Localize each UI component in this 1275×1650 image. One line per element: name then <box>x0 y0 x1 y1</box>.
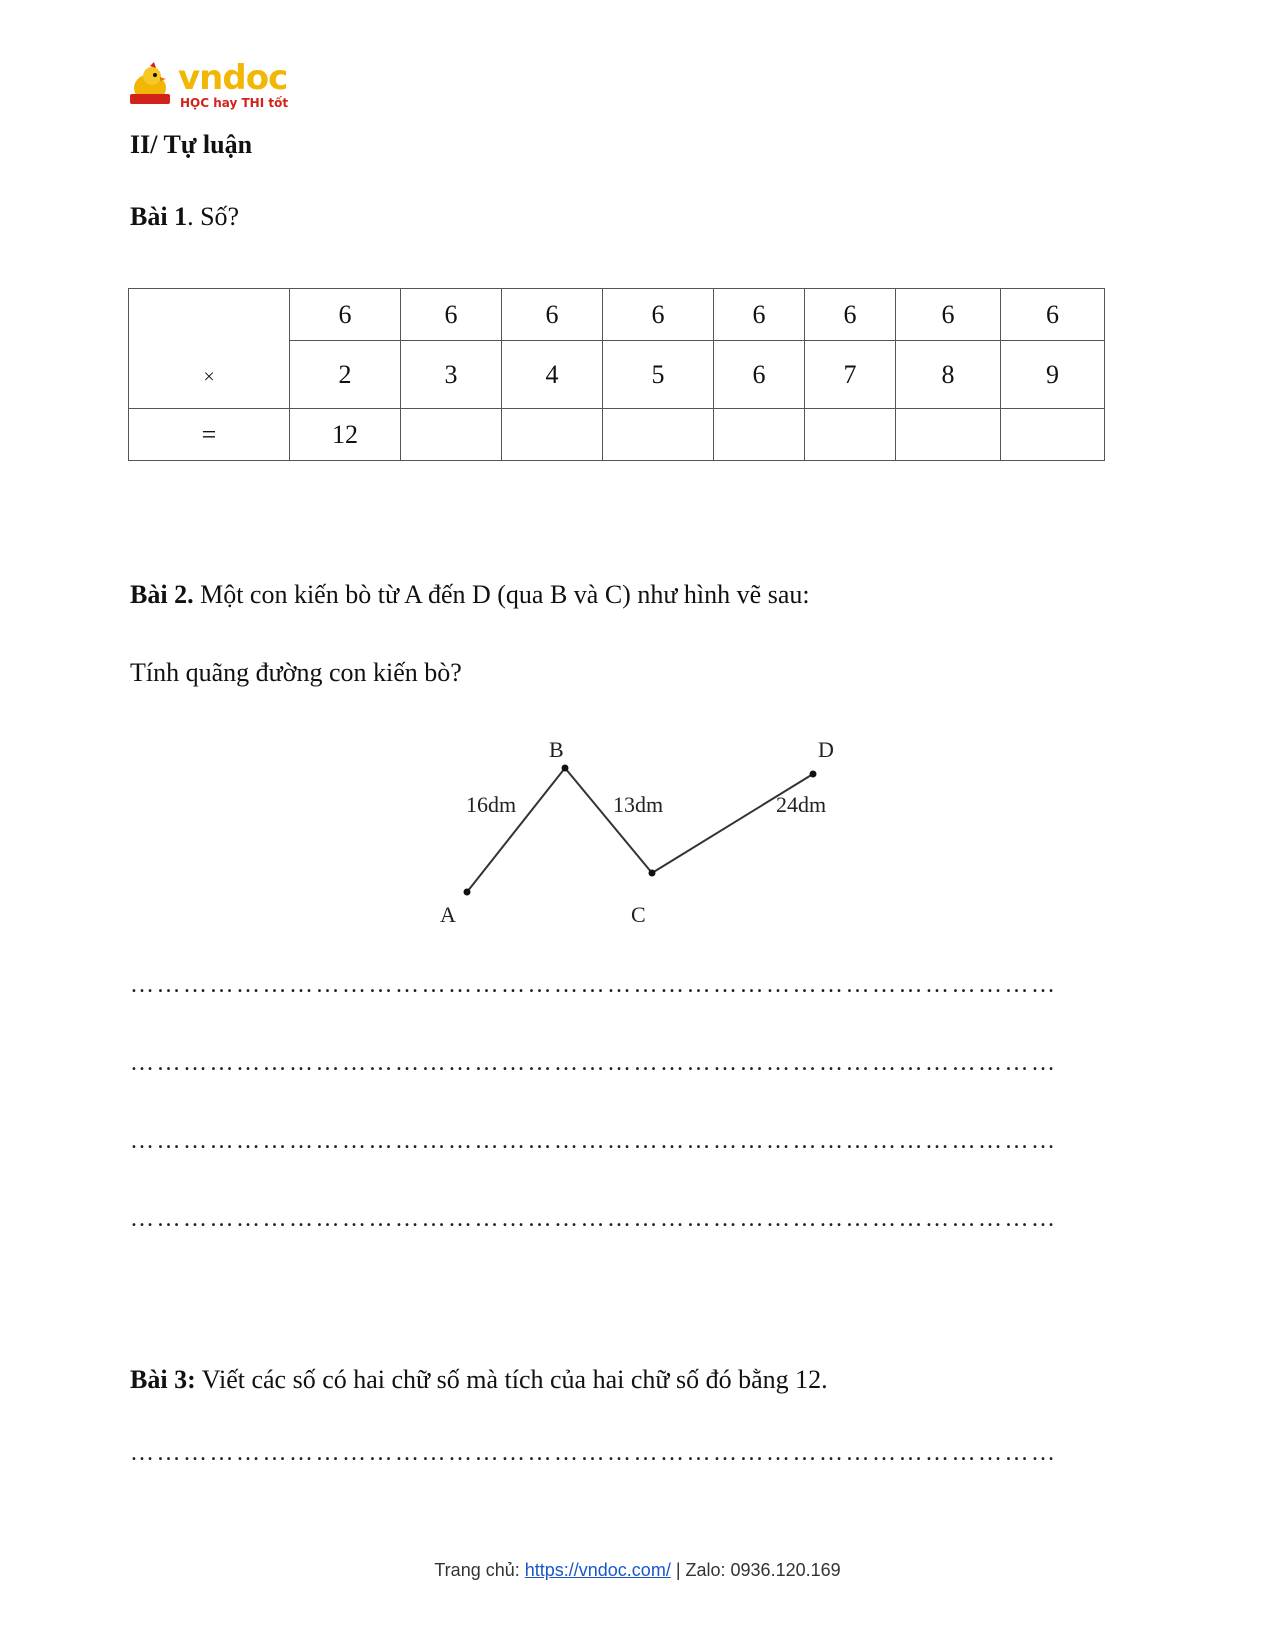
table-cell: 5 <box>603 341 714 409</box>
bai2-text: Một con kiến bò từ A đến D (qua B và C) như hình vẽ sau: <box>193 580 810 609</box>
table-cell: 6 <box>401 289 502 341</box>
segment-cd <box>652 774 813 873</box>
table-cell: 6 <box>714 341 805 409</box>
table-cell: 2 <box>290 341 401 409</box>
label-b: B <box>549 737 564 762</box>
label-c: C <box>631 902 646 927</box>
bai3-prompt <box>130 1365 828 1395</box>
answer-line: …………………………………………………………………………………………… <box>130 1206 1058 1232</box>
segment-bc <box>565 768 652 873</box>
bai2-question: Tính quãng đường con kiến bò? <box>130 658 462 687</box>
bai2-label: Bài 2. <box>130 580 194 609</box>
bai3-text: Viết các số có hai chữ số mà tích của hai chữ số đó bằng 12. <box>195 1365 828 1394</box>
answer-line: …………………………………………………………………………………………… <box>130 972 1058 998</box>
point-a <box>464 889 471 896</box>
table-cell: 6 <box>1001 289 1105 341</box>
logo-tagline: HỌC hay THI tốt <box>180 96 289 110</box>
point-c <box>649 870 656 877</box>
footer-prefix: Trang chủ: <box>434 1560 525 1580</box>
length-ab: 16dm <box>466 792 517 817</box>
equals-symbol-cell: = <box>129 409 290 461</box>
label-d: D <box>818 737 834 762</box>
logo-wordmark: vndoc <box>178 58 288 98</box>
label-a: A <box>440 902 456 927</box>
table-cell: 6 <box>290 289 401 341</box>
answer-line: …………………………………………………………………………………………… <box>130 1050 1058 1076</box>
table-cell: 6 <box>896 289 1001 341</box>
bai1-label: Bài 1 <box>130 202 188 231</box>
length-cd: 24dm <box>776 792 827 817</box>
table-cell: 7 <box>805 341 896 409</box>
table-cell: 6 <box>714 289 805 341</box>
table-cell: 8 <box>896 341 1001 409</box>
point-b <box>562 765 569 772</box>
table-cell: 6 <box>603 289 714 341</box>
times-symbol-cell: × <box>129 289 290 409</box>
table-cell: 6 <box>502 289 603 341</box>
answer-line: …………………………………………………………………………………………… <box>130 1440 1058 1466</box>
footer-contact: | Zalo: 0936.120.169 <box>670 1560 841 1580</box>
table-cell: 12 <box>290 409 401 461</box>
page-footer <box>0 1560 1275 1581</box>
bai1-text: . Số? <box>187 202 240 231</box>
point-d <box>810 771 817 778</box>
bai3-label: Bài 3: <box>130 1365 196 1394</box>
table-cell: 9 <box>1001 341 1105 409</box>
answer-line: …………………………………………………………………………………………… <box>130 1128 1058 1154</box>
table-cell: 6 <box>805 289 896 341</box>
section-title: II/ Tự luận <box>130 130 253 159</box>
table-cell: 3 <box>401 341 502 409</box>
length-bc: 13dm <box>613 792 664 817</box>
segment-ab <box>467 768 565 892</box>
footer-homepage-link[interactable]: https://vndoc.com/ <box>524 1560 671 1580</box>
table-cell: 4 <box>502 341 603 409</box>
